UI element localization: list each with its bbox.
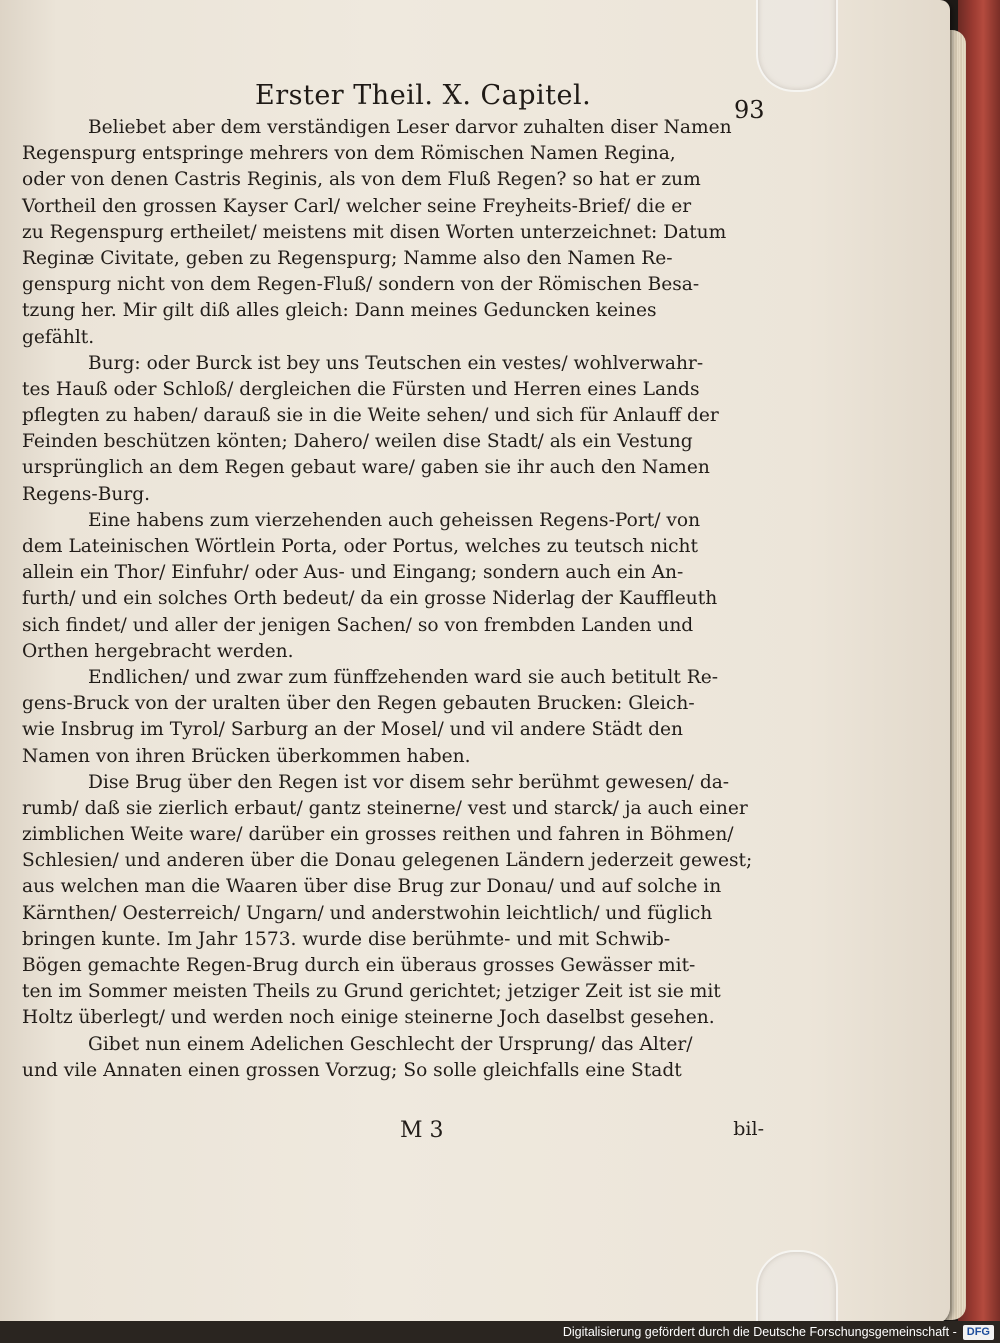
page-clip-top [756, 0, 838, 92]
text-line: bringen kunte. Im Jahr 1573. wurde dise berühmte- und mit Schwib- [22, 928, 671, 950]
text-line: gefählt. [22, 326, 95, 348]
text-line: ten im Sommer meisten Theils zu Grund gerichtet; jetziger Zeit ist sie mit [22, 981, 721, 1003]
page-number: 93 [734, 96, 765, 124]
text-line: Feinden beschützen könten; Dahero/ weilen dise Stadt/ als ein Vestung [22, 431, 693, 453]
dfg-logo: DFG [963, 1325, 994, 1340]
page-footer [22, 1118, 764, 1148]
text-line: allein ein Thor/ Einfuhr/ oder Aus- und Eingang; sondern auch ein An- [22, 562, 684, 584]
text-line: Namen von ihren Brücken überkommen haben. [22, 745, 471, 767]
catchword: bil- [733, 1118, 764, 1140]
text-line: Holtz überlegt/ und werden noch einige steinerne Joch daselbst gesehen. [22, 1007, 715, 1029]
text-line: wie Insbrug im Tyrol/ Sarburg an der Mosel/ und vil andere Städt den [22, 719, 683, 741]
credit-text: Digitalisierung gefördert durch die Deutsche Forschungsgemeinschaft - [562, 1325, 957, 1339]
text-line: Kärnthen/ Oesterreich/ Ungarn/ und anderstwohin leichtlich/ und füglich [22, 902, 713, 924]
text-line: aus welchen man die Waaren über dise Brug zur Donau/ und auf solche in [22, 876, 722, 898]
text-line: ursprünglich an dem Regen gebaut ware/ gaben sie ihr auch den Namen [22, 457, 710, 479]
text-line: tzung her. Mir gilt diß alles gleich: Dann meines Geduncken keines [22, 300, 657, 322]
text-line: Endlichen/ und zwar zum fünffzehenden ward sie auch betitult Re- [88, 666, 718, 688]
text-line: sich findet/ und aller der jenigen Sachen/ so von frembden Landen und [22, 614, 694, 636]
text-line: zimblichen Weite ware/ darüber ein grosses reithen und fahren in Böhmen/ [22, 824, 734, 846]
text-line: rumb/ daß sie zierlich erbaut/ gantz steinerne/ vest und starck/ ja auch einer [22, 797, 748, 819]
text-line: Schlesien/ und anderen über die Donau gelegenen Ländern jederzeit gewest; [22, 850, 753, 872]
text-line: Orthen hergebracht werden. [22, 640, 294, 662]
text-line: gens-Bruck von der uralten über den Regen gebauten Brucken: Gleich- [22, 693, 695, 715]
text-line: Gibet nun einem Adelichen Geschlecht der Ursprung/ das Alter/ [88, 1033, 693, 1055]
text-line: Reginæ Civitate, geben zu Regenspurg; Namme also den Namen Re- [22, 247, 673, 269]
text-line: Eine habens zum vierzehenden auch geheissen Regens-Port/ von [88, 509, 701, 531]
text-line: pflegten zu haben/ darauß sie in die Weite sehen/ und sich für Anlauff der [22, 405, 719, 427]
text-line: genspurg nicht von dem Regen-Fluß/ sondern von der Römischen Besa- [22, 274, 700, 296]
running-header [255, 80, 765, 114]
running-title: Erster Theil. X. Capitel. [255, 80, 592, 111]
text-line: Vortheil den grossen Kayser Carl/ welcher seine Freyheits-Brief/ die er [22, 195, 692, 217]
text-line: Regens-Burg. [22, 483, 151, 505]
text-line: oder von denen Castris Reginis, als von dem Fluß Regen? so hat er zum [22, 169, 701, 191]
text-line: Beliebet aber dem verständigen Leser darvor zuhalten diser Namen [88, 117, 732, 138]
text-line: und vile Annaten einen grossen Vorzug; So solle gleichfalls eine Stadt [22, 1059, 682, 1081]
text-line: Bögen gemachte Regen-Brug durch ein überaus grosses Gewässer mit- [22, 955, 696, 976]
text-line: dem Lateinischen Wörtlein Porta, oder Portus, welches zu teutsch nicht [22, 536, 698, 557]
text-line: Burg: oder Burck ist bey uns Teutschen ein vestes/ wohlverwahr- [88, 352, 704, 374]
text-line: zu Regenspurg ertheilet/ meistens mit disen Worten unterzeichnet: Datum [22, 221, 727, 243]
body-text [22, 115, 764, 1084]
text-line: Dise Brug über den Regen ist vor disem sehr berühmt gewesen/ da- [88, 771, 730, 793]
signature-mark: M 3 [400, 1118, 444, 1143]
text-line: tes Hauß oder Schloß/ dergleichen die Fürsten und Herren eines Lands [22, 378, 700, 400]
text-line: furth/ und ein solches Orth bedeut/ da ein grosse Niderlag der Kauffleuth [22, 588, 718, 610]
credit-bar [0, 1321, 1000, 1343]
text-line: Regenspurg entspringe mehrers von dem Römischen Namen Regina, [22, 143, 676, 165]
